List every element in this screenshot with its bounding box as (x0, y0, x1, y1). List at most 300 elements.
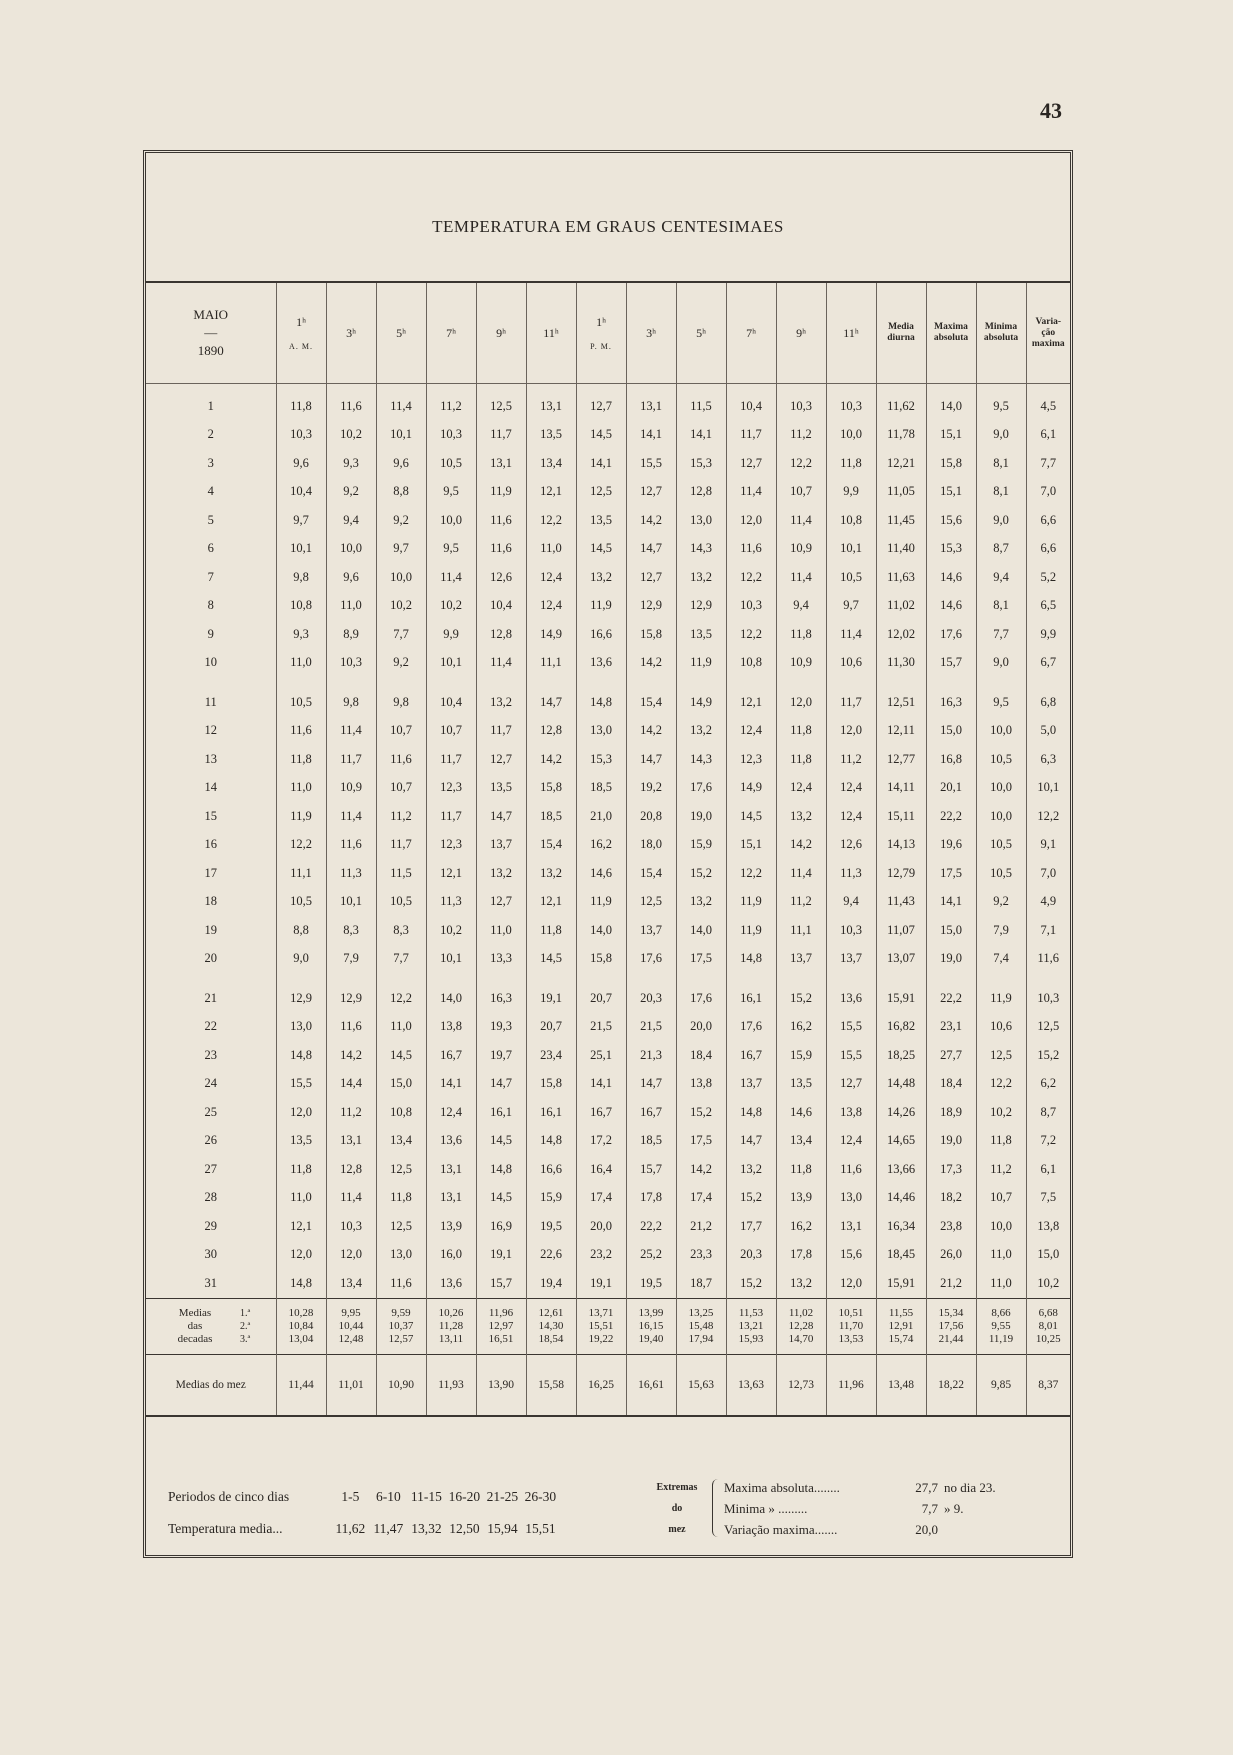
day-number: 16 (204, 837, 217, 852)
temperature-cell: 15,8 (576, 945, 626, 974)
temperature-cell: 9,0 (276, 945, 326, 974)
temperature-cell: 12,9 (626, 592, 676, 621)
extreme-rest: no dia 23. (944, 1480, 996, 1495)
decade-mean-cell: 9,55 (976, 1320, 1026, 1333)
temperature-cell: 7,7 (976, 620, 1026, 649)
temperature-cell: 10,4 (276, 478, 326, 507)
temperature-cell: 10,1 (1026, 774, 1070, 803)
temperature-cell: 17,4 (576, 1184, 626, 1213)
temperature-cell: 11,0 (326, 592, 376, 621)
extreme-row (724, 1498, 1064, 1519)
hour-label: 9ʰ (496, 325, 506, 340)
temperature-cell: 15,6 (926, 506, 976, 535)
temperature-cell: 15,4 (526, 831, 576, 860)
temperature-cell: 8,9 (326, 620, 376, 649)
temperature-cell: 16,9 (476, 1212, 526, 1241)
temperature-cell: 21,2 (926, 1269, 976, 1298)
day-number: 19 (204, 922, 217, 937)
header-row (146, 283, 1070, 384)
temperature-cell: 13,6 (826, 973, 876, 1013)
temperature-cell: 11,2 (976, 1155, 1026, 1184)
temperature-cell: 11,7 (826, 677, 876, 717)
hour-period-label: A. M. (289, 342, 313, 351)
table-row (146, 535, 1070, 564)
hour-label: 5ʰ (396, 325, 406, 340)
temperature-cell: 14,8 (576, 677, 626, 717)
temperature-cell: 16,7 (626, 1098, 676, 1127)
extreme-row (724, 1477, 1064, 1498)
day-number: 26 (204, 1133, 217, 1148)
period-temp: 11,47 (373, 1521, 404, 1536)
temperature-cell: 9,2 (376, 649, 426, 678)
temperature-cell: 11,4 (776, 859, 826, 888)
temperature-cell: 18,5 (626, 1127, 676, 1156)
decade-mean-cell: 12,91 (876, 1320, 926, 1333)
temperature-cell: 11,4 (326, 1184, 376, 1213)
temperature-cell: 8,1 (976, 592, 1026, 621)
decade-mean-cell: 9,95 (326, 1298, 376, 1320)
temperature-cell: 17,6 (676, 973, 726, 1013)
temperature-cell: 11,8 (776, 620, 826, 649)
decade-label-word: Medias (178, 1306, 212, 1319)
temperature-cell: 11,4 (776, 506, 826, 535)
period-range: 6-10 (376, 1489, 401, 1504)
temperature-cell: 14,5 (526, 945, 576, 974)
temperature-cell: 15,3 (576, 745, 626, 774)
day-number: 25 (204, 1104, 217, 1119)
temperature-cell: 15,2 (676, 859, 726, 888)
temperature-cell: 13,0 (826, 1184, 876, 1213)
period-temps-row (168, 1513, 559, 1545)
temperature-cell: 11,8 (776, 717, 826, 746)
temperature-cell: 10,3 (1026, 973, 1070, 1013)
month-mean-cell: 10,90 (376, 1354, 426, 1416)
temperature-cell: 12,2 (376, 973, 426, 1013)
extremes-title-word: Extremas (656, 1482, 698, 1493)
temperature-cell: 14,9 (526, 620, 576, 649)
temperature-cell: 11,0 (276, 774, 326, 803)
temperature-cell: 16,6 (576, 620, 626, 649)
temperature-cell: 14,0 (576, 916, 626, 945)
temperature-cell: 12,7 (626, 478, 676, 507)
temperature-cell: 11,43 (876, 888, 926, 917)
decade-mean-cell: 21,44 (926, 1333, 976, 1355)
temperature-cell: 14,1 (576, 1070, 626, 1099)
temperature-cell: 15,0 (926, 717, 976, 746)
temperature-cell: 11,9 (576, 592, 626, 621)
temperature-cell: 21,0 (576, 802, 626, 831)
temperature-cell: 13,0 (276, 1013, 326, 1042)
table-row (146, 592, 1070, 621)
hour-header (726, 283, 776, 384)
stat-header-line: Minima (984, 322, 1018, 332)
day-number: 18 (204, 894, 217, 909)
temperature-cell: 10,5 (976, 831, 1026, 860)
temperature-cell: 15,6 (826, 1241, 876, 1270)
temperature-cell: 15,7 (626, 1155, 676, 1184)
temperature-cell: 11,2 (426, 384, 476, 421)
temperature-cell: 10,7 (376, 774, 426, 803)
temperature-cell: 13,1 (526, 384, 576, 421)
temperature-cell: 11,6 (826, 1155, 876, 1184)
temperature-cell: 22,2 (926, 802, 976, 831)
table-row (146, 384, 1070, 421)
hour-header (476, 283, 526, 384)
temperature-cell: 6,6 (1026, 506, 1070, 535)
temperature-cell: 12,3 (426, 831, 476, 860)
temperature-cell: 11,7 (726, 421, 776, 450)
title-area (146, 153, 1070, 283)
temperature-cell: 14,4 (326, 1070, 376, 1099)
temperature-cell: 13,4 (376, 1127, 426, 1156)
temperature-cell: 12,8 (326, 1155, 376, 1184)
temperature-cell: 13,7 (476, 831, 526, 860)
hour-label: 1ʰ (296, 315, 306, 329)
temperature-cell: 9,3 (326, 449, 376, 478)
temperature-cell: 12,11 (876, 717, 926, 746)
temperature-cell: 14,7 (626, 1070, 676, 1099)
temperature-cell: 11,02 (876, 592, 926, 621)
temperature-cell: 13,0 (576, 717, 626, 746)
month-mean-cell: 15,58 (526, 1354, 576, 1416)
temperature-cell: 17,6 (726, 1013, 776, 1042)
temperature-cell: 11,1 (526, 649, 576, 678)
temperature-cell: 12,1 (526, 478, 576, 507)
temperature-cell: 10,1 (326, 888, 376, 917)
temperature-cell: 14,5 (476, 1127, 526, 1156)
temperature-cell: 13,2 (776, 802, 826, 831)
temperature-cell: 11,7 (326, 745, 376, 774)
decade-mean-cell: 15,48 (676, 1320, 726, 1333)
temperature-cell: 20,0 (676, 1013, 726, 1042)
temperature-cell: 12,7 (826, 1070, 876, 1099)
temperature-cell: 16,82 (876, 1013, 926, 1042)
temperature-cell: 8,1 (976, 478, 1026, 507)
hour-header (426, 283, 476, 384)
day-number: 3 (207, 455, 214, 470)
temperature-cell: 9,6 (276, 449, 326, 478)
extreme-value: 27,7 (915, 1480, 938, 1495)
temperature-cell: 9,7 (376, 535, 426, 564)
table-row (146, 620, 1070, 649)
temperature-cell: 17,5 (676, 945, 726, 974)
temperature-cell: 10,8 (276, 592, 326, 621)
decade-ordinal: 1.ª (240, 1307, 251, 1319)
temperature-cell: 8,3 (376, 916, 426, 945)
temperature-cell: 9,2 (976, 888, 1026, 917)
temperature-cell: 16,4 (576, 1155, 626, 1184)
temperature-cell: 10,5 (826, 563, 876, 592)
temperature-cell: 10,1 (426, 649, 476, 678)
temperature-cell: 10,6 (976, 1013, 1026, 1042)
temperature-cell: 11,9 (476, 478, 526, 507)
period-temp: 12,50 (449, 1521, 480, 1536)
temperature-cell: 18,0 (626, 831, 676, 860)
temperature-cell: 13,7 (726, 1070, 776, 1099)
temperature-cell: 9,5 (426, 478, 476, 507)
temperature-cell: 14,3 (676, 745, 726, 774)
temperature-cell: 12,51 (876, 677, 926, 717)
temperature-cell: 11,4 (426, 563, 476, 592)
month-mean-cell: 11,01 (326, 1354, 376, 1416)
temperature-cell: 10,5 (976, 745, 1026, 774)
hour-label: 9ʰ (796, 325, 806, 340)
decade-mean-cell: 16,15 (626, 1320, 676, 1333)
temperature-cell: 13,6 (576, 649, 626, 678)
temperature-cell: 10,5 (976, 859, 1026, 888)
decade-label-word: das (187, 1319, 203, 1332)
temperature-cell: 16,7 (726, 1041, 776, 1070)
temperature-cell: 19,0 (676, 802, 726, 831)
temperature-cell: 11,8 (976, 1127, 1026, 1156)
decade-mean-cell: 11,70 (826, 1320, 876, 1333)
month-mean-cell: 11,44 (276, 1354, 326, 1416)
temperature-cell: 13,5 (776, 1070, 826, 1099)
temperature-cell: 20,3 (726, 1241, 776, 1270)
temperature-cell: 11,4 (326, 802, 376, 831)
decade-mean-cell: 15,34 (926, 1298, 976, 1320)
temperature-cell: 16,1 (476, 1098, 526, 1127)
temperature-cell: 8,3 (326, 916, 376, 945)
decade-mean-cell: 10,51 (826, 1298, 876, 1320)
temperature-cell: 15,4 (626, 859, 676, 888)
day-number: 20 (204, 951, 217, 966)
hour-label: 11ʰ (843, 325, 859, 340)
temperature-cell: 13,1 (426, 1155, 476, 1184)
day-number: 7 (207, 569, 214, 584)
temperature-cell: 14,65 (876, 1127, 926, 1156)
temperature-cell: 11,7 (476, 421, 526, 450)
temperature-cell: 12,77 (876, 745, 926, 774)
temperature-cell: 15,3 (926, 535, 976, 564)
temperature-cell: 14,8 (726, 945, 776, 974)
period-temp: 15,94 (487, 1521, 518, 1536)
temperature-cell: 12,4 (526, 592, 576, 621)
decade-mean-cell: 14,70 (776, 1333, 826, 1355)
temperature-cell: 12,2 (726, 620, 776, 649)
temperature-cell: 10,0 (976, 802, 1026, 831)
decade-mean-cell: 13,11 (426, 1333, 476, 1355)
temperature-cell: 14,0 (676, 916, 726, 945)
period-temp: 15,51 (525, 1521, 556, 1536)
temperature-cell: 9,6 (376, 449, 426, 478)
table-row (146, 449, 1070, 478)
temperature-table (146, 283, 1070, 1417)
temperature-cell: 4,9 (1026, 888, 1070, 917)
stat-header-line: Maxima (934, 322, 968, 332)
decade-mean-cell: 13,99 (626, 1298, 676, 1320)
temperature-cell: 11,7 (426, 802, 476, 831)
temperature-cell: 13,4 (526, 449, 576, 478)
decade-mean-cell: 6,68 (1026, 1298, 1070, 1320)
decades-body (146, 1298, 1070, 1354)
temperature-cell: 16,7 (426, 1041, 476, 1070)
month-mean-cell: 15,63 (676, 1354, 726, 1416)
temperature-cell: 12,0 (326, 1241, 376, 1270)
periods-label: Periodos de cinco dias (168, 1489, 290, 1504)
stat-header-line: Varia- (1035, 316, 1061, 327)
month-mean-cell: 13,90 (476, 1354, 526, 1416)
temperature-cell: 4,5 (1026, 384, 1070, 421)
decade-mean-cell: 10,37 (376, 1320, 426, 1333)
temperature-cell: 6,5 (1026, 592, 1070, 621)
temperature-cell: 13,07 (876, 945, 926, 974)
temperature-cell: 14,6 (776, 1098, 826, 1127)
temperature-cell: 19,1 (476, 1241, 526, 1270)
temperature-cell: 9,9 (1026, 620, 1070, 649)
temperature-cell: 12,4 (776, 774, 826, 803)
temperature-cell: 11,07 (876, 916, 926, 945)
temperature-cell: 12,2 (276, 831, 326, 860)
table-row (146, 1127, 1070, 1156)
temperature-cell: 9,4 (326, 506, 376, 535)
temperature-cell: 19,1 (526, 973, 576, 1013)
temperature-cell: 8,8 (276, 916, 326, 945)
decade-mean-cell: 8,66 (976, 1298, 1026, 1320)
decade-mean-cell: 14,30 (526, 1320, 576, 1333)
temperature-cell: 10,9 (776, 649, 826, 678)
hour-header (376, 283, 426, 384)
temperature-cell: 17,6 (926, 620, 976, 649)
temperature-cell: 14,2 (776, 831, 826, 860)
temperature-cell: 9,4 (976, 563, 1026, 592)
temperature-cell: 10,0 (826, 421, 876, 450)
temperature-cell: 26,0 (926, 1241, 976, 1270)
temperature-cell: 10,5 (426, 449, 476, 478)
temperature-cell: 13,2 (726, 1155, 776, 1184)
temperature-cell: 14,7 (476, 1070, 526, 1099)
temperature-cell: 12,2 (526, 506, 576, 535)
temperature-cell: 13,7 (826, 945, 876, 974)
decade-mean-cell: 10,28 (276, 1298, 326, 1320)
temperature-cell: 12,2 (1026, 802, 1070, 831)
temperature-cell: 11,9 (676, 649, 726, 678)
temperature-cell: 14,8 (476, 1155, 526, 1184)
hour-label: 11ʰ (543, 325, 559, 340)
decade-mean-cell: 15,93 (726, 1333, 776, 1355)
temperature-cell: 15,2 (726, 1184, 776, 1213)
footer (146, 1443, 1070, 1553)
temperature-cell: 11,1 (276, 859, 326, 888)
temperature-cell: 17,3 (926, 1155, 976, 1184)
hour-label: 7ʰ (446, 325, 456, 340)
day-number: 24 (204, 1076, 217, 1091)
temperature-cell: 10,1 (826, 535, 876, 564)
temperature-cell: 13,6 (426, 1127, 476, 1156)
temperature-cell: 12,79 (876, 859, 926, 888)
temperature-cell: 15,7 (476, 1269, 526, 1298)
temperature-cell: 16,1 (526, 1098, 576, 1127)
temperature-cell: 8,1 (976, 449, 1026, 478)
temperature-cell: 13,5 (476, 774, 526, 803)
temperature-cell: 14,13 (876, 831, 926, 860)
temperature-cell: 15,4 (626, 677, 676, 717)
temperature-cell: 9,6 (326, 563, 376, 592)
temperature-cell: 10,3 (326, 1212, 376, 1241)
temperature-cell: 12,21 (876, 449, 926, 478)
temperature-cell: 11,8 (276, 745, 326, 774)
temperature-cell: 14,1 (576, 449, 626, 478)
temperature-cell: 7,7 (1026, 449, 1070, 478)
day-number: 1 (207, 398, 214, 413)
temperature-cell: 18,4 (926, 1070, 976, 1099)
temperature-cell: 11,8 (276, 1155, 326, 1184)
temperature-cell: 12,7 (626, 563, 676, 592)
table-row (146, 1269, 1070, 1298)
temperature-cell: 12,7 (576, 384, 626, 421)
temperature-cell: 15,7 (926, 649, 976, 678)
temperature-cell: 11,8 (776, 1155, 826, 1184)
day-number: 30 (204, 1247, 217, 1262)
extremes-rows (724, 1477, 1064, 1540)
temperature-cell: 12,5 (1026, 1013, 1070, 1042)
temperature-cell: 10,3 (276, 421, 326, 450)
temperature-cell: 13,2 (476, 677, 526, 717)
temperature-cell: 16,7 (576, 1098, 626, 1127)
temperature-cell: 22,2 (926, 973, 976, 1013)
temperature-cell: 10,0 (426, 506, 476, 535)
temperature-cell: 14,9 (726, 774, 776, 803)
temperature-cell: 14,7 (626, 745, 676, 774)
temperature-cell: 16,1 (726, 973, 776, 1013)
temperature-cell: 12,2 (776, 449, 826, 478)
temperature-cell: 12,4 (726, 717, 776, 746)
temperature-cell: 12,0 (826, 1269, 876, 1298)
temperature-cell: 11,0 (976, 1241, 1026, 1270)
temperature-cell: 10,9 (776, 535, 826, 564)
table-row (146, 677, 1070, 717)
temperature-cell: 9,9 (426, 620, 476, 649)
temperature-cell: 12,0 (276, 1098, 326, 1127)
decade-mean-cell: 19,22 (576, 1333, 626, 1355)
month-dash: — (204, 325, 218, 340)
temperature-cell: 12,9 (676, 592, 726, 621)
temperature-cell: 11,8 (276, 384, 326, 421)
temperature-cell: 12,4 (826, 1127, 876, 1156)
temperature-cell: 7,5 (1026, 1184, 1070, 1213)
temperature-cell: 14,7 (526, 677, 576, 717)
temperature-cell: 13,5 (526, 421, 576, 450)
temperature-cell: 11,6 (276, 717, 326, 746)
temperature-cell: 13,0 (376, 1241, 426, 1270)
temperature-cell: 22,6 (526, 1241, 576, 1270)
temperature-cell: 13,5 (676, 620, 726, 649)
temperature-cell: 11,6 (326, 384, 376, 421)
temperature-cell: 14,5 (476, 1184, 526, 1213)
month-mean-cell: 9,85 (976, 1354, 1026, 1416)
table-frame (143, 150, 1073, 1558)
temperature-cell: 14,46 (876, 1184, 926, 1213)
hour-label: 3ʰ (646, 325, 656, 340)
decade-mean-cell: 9,59 (376, 1298, 426, 1320)
extreme-key: Variação maxima....... (724, 1522, 838, 1537)
temperature-cell: 12,2 (976, 1070, 1026, 1099)
temperature-cell: 12,1 (276, 1212, 326, 1241)
decade-mean-cell: 11,96 (476, 1298, 526, 1320)
day-number: 2 (207, 427, 214, 442)
hour-label: 7ʰ (746, 325, 756, 340)
temperature-cell: 10,4 (476, 592, 526, 621)
decade-mean-cell: 11,53 (726, 1298, 776, 1320)
stat-header (1026, 283, 1070, 384)
temperature-cell: 9,2 (326, 478, 376, 507)
temperature-cell: 19,6 (926, 831, 976, 860)
table-row (146, 717, 1070, 746)
stat-header-line: absoluta (933, 333, 969, 343)
day-number: 6 (207, 541, 214, 556)
temperature-cell: 15,2 (726, 1269, 776, 1298)
decade-mean-cell: 8,01 (1026, 1320, 1070, 1333)
